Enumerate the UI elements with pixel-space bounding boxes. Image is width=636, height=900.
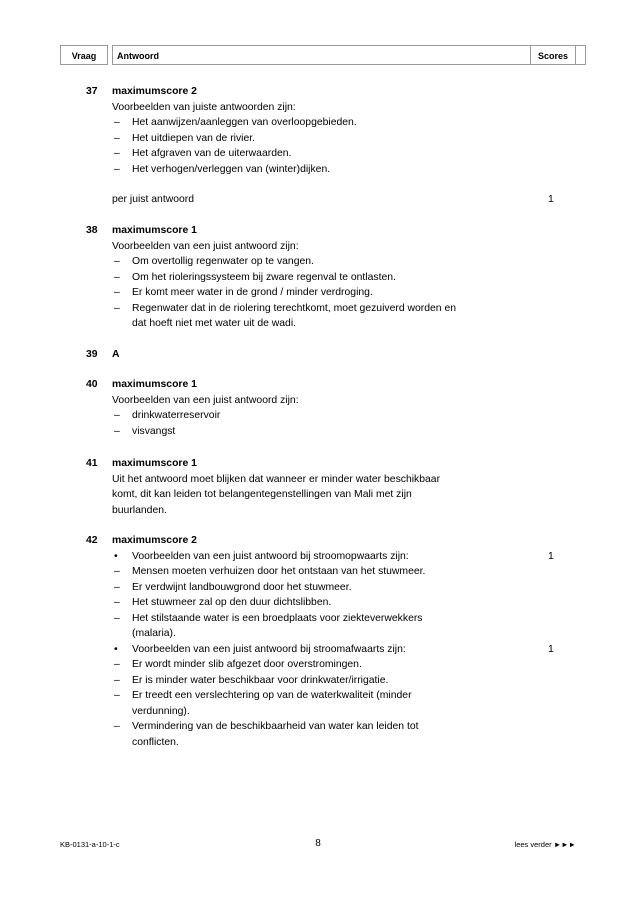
answer-line: komt, dit kan leiden tot belangentegenstellingen van Mali met zijn [112,489,412,500]
list-item-continued: (malaria). [132,628,176,639]
intro: Voorbeelden van een juist antwoord zijn: [112,240,299,252]
intro: Voorbeelden van juiste antwoorden zijn: [112,101,296,113]
max-score: maximumscore 1 [112,379,197,390]
list-item: – Er treedt een verslechtering op van de waterkwaliteit (minder [114,690,412,701]
answer: A [112,349,120,360]
max-score: maximumscore 1 [112,458,197,469]
list-item: – Het stuwmeer zal op den duur dichtslibben. [114,597,332,608]
list-item-continued: conflicten. [132,736,179,748]
list-item: – Het aanwijzen/aanleggen van overloopgebieden. [114,117,357,128]
list-item: – Om het rioleringssysteem bij zware regenval te ontlasten. [114,271,396,283]
question-number: 42 [86,535,98,546]
header-vraag: Vraag [60,45,108,65]
list-item-continued: dat hoeft niet met water uit de wadi. [132,318,297,329]
list-item: – Er verdwijnt landbouwgrond door het stuwmeer. [114,581,352,593]
answer-line: Uit het antwoord moet blijken dat wanneer er minder water beschikbaar [112,473,441,485]
list-item: – Er is minder water beschikbaar voor drinkwater/irrigatie. [114,674,389,686]
list-item: – Om overtollig regenwater op te vangen. [114,256,314,267]
max-score: maximumscore 2 [112,86,197,97]
header-antwoord: Antwoord [112,45,586,65]
question-number: 38 [86,225,98,236]
question-number: 41 [86,458,98,469]
list-item: – Er wordt minder slib afgezet door overstromingen. [114,659,362,670]
continue-note: lees verder ►►► [514,840,576,849]
list-item-continued: verdunning). [132,705,190,717]
score: 1 [548,194,554,205]
page-number: 8 [315,838,321,849]
list-item: – Het stilstaande water is een broedplaats voor ziekteverwekkers [114,612,423,624]
page-footer [60,838,576,852]
score-downstream: 1 [548,643,554,655]
max-score: maximumscore 1 [112,225,197,236]
max-score: maximumscore 2 [112,535,197,546]
bullet-downstream: • Voorbeelden van een juist antwoord bij stroomafwaarts zijn: [114,643,406,655]
question-number: 40 [86,379,98,390]
list-item: – Het afgraven van de uiterwaarden. [114,148,292,159]
list-item: – Mensen moeten verhuizen door het ontstaan van het stuwmeer. [114,566,426,577]
intro: Voorbeelden van een juist antwoord zijn: [112,394,299,406]
list-item: – visvangst [114,425,176,437]
answer-line: buurlanden. [112,504,167,516]
table-header [60,45,576,67]
document-code: KB-0131-a-10-1-c [60,840,120,849]
question-number: 37 [86,86,98,97]
score-upstream: 1 [548,550,554,562]
list-item: – Het verhogen/verleggen van (winter)dijken. [114,163,331,175]
header-scores: Scores [530,45,576,65]
list-item: – Regenwater dat in de riolering terechtkomt, moet gezuiverd worden en [114,302,457,314]
list-item: – Het uitdiepen van de rivier. [114,132,256,144]
list-item: – Er komt meer water in de grond / minder verdroging. [114,287,373,298]
list-item: – Vermindering van de beschikbaarheid van water kan leiden tot [114,721,419,732]
per-answer: per juist antwoord [112,194,195,205]
question-number: 39 [86,349,98,360]
bullet-upstream: • Voorbeelden van een juist antwoord bij stroomopwaarts zijn: [114,550,409,562]
list-item: – drinkwaterreservoir [114,410,221,421]
